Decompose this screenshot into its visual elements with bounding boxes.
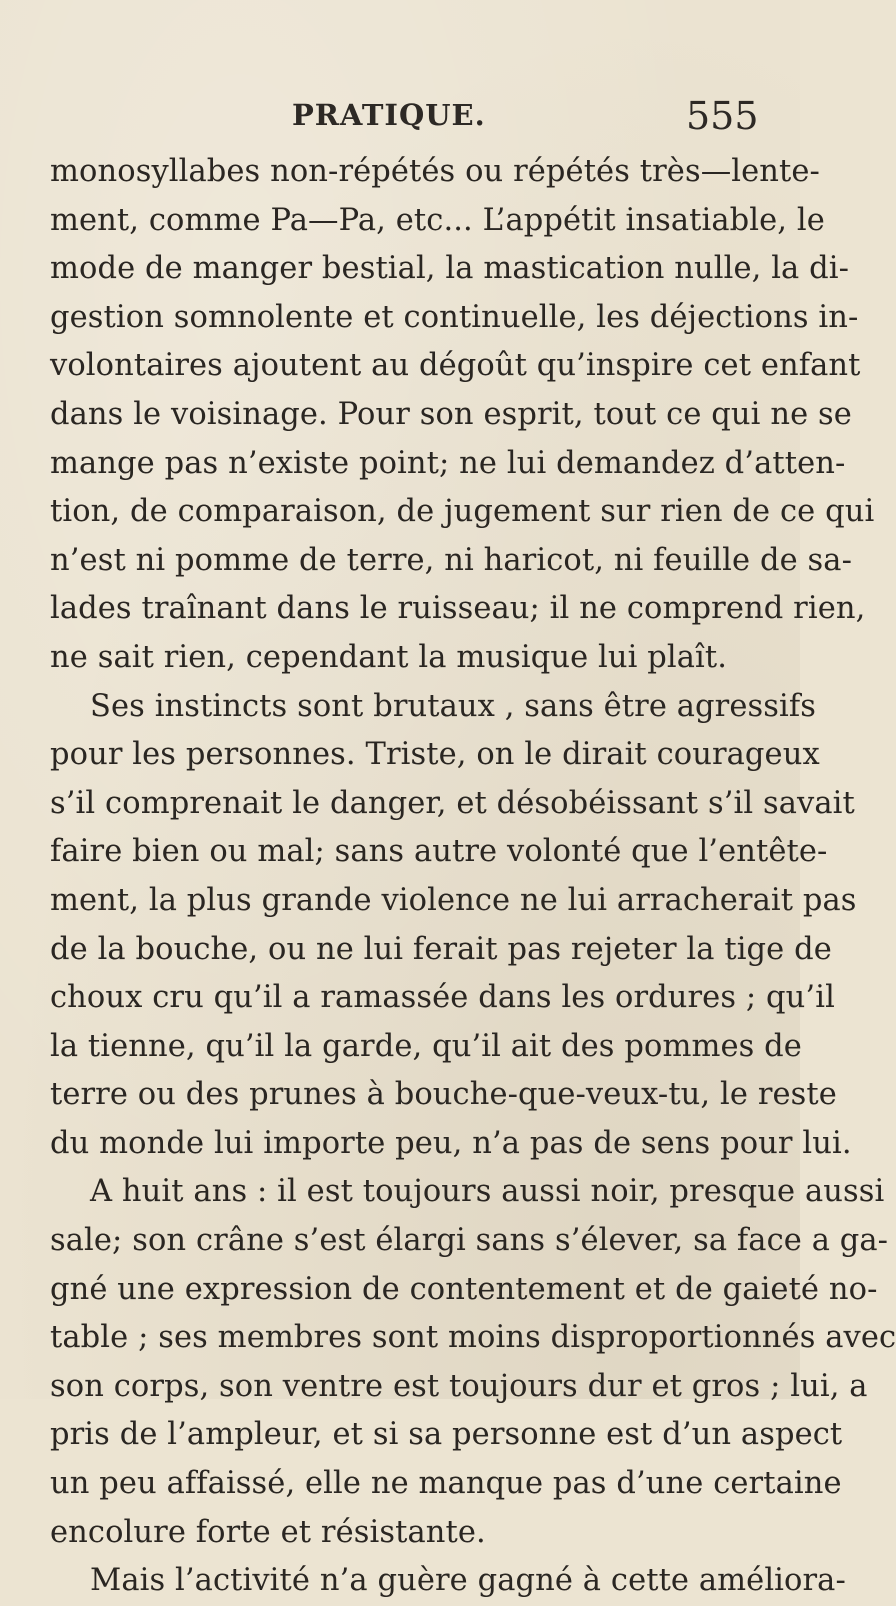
text-line: pour les personnes. Triste, on le dirait courageux [50, 737, 820, 773]
text-line: table ; ses membres sont moins disproportionnés avec [50, 1320, 896, 1356]
text-line: monosyllabes non-répétés ou répétés très—lente- [50, 154, 820, 189]
text-line: de la bouche, ou ne lui ferait pas rejeter la tige de [50, 931, 832, 967]
text-line: sale; son crâne s’est élargi sans s’élever, sa face a ga- [50, 1223, 889, 1259]
text-line: n’est ni pomme de terre, ni haricot, ni feuille de sa- [50, 542, 852, 578]
text-line: Ses instincts sont brutaux , sans être agressifs [90, 688, 817, 724]
text-line: dans le voisinage. Pour son esprit, tout ce qui ne se [50, 396, 852, 432]
text-line: volontaires ajoutent au dégoût qu’inspire cet enfant [50, 348, 861, 384]
running-head-title: PRATIQUE. [292, 98, 486, 132]
text-line: la tienne, qu’il la garde, qu’il ait des pommes de [50, 1028, 802, 1064]
text-line: mode de manger bestial, la mastication nulle, la di- [50, 251, 850, 287]
text-line: son corps, son ventre est toujours dur et gros ; lui, a [50, 1368, 868, 1404]
text-line: ment, la plus grande violence ne lui arracherait pas [50, 882, 857, 918]
text-line: un peu affaissé, elle ne manque pas d’une certaine [50, 1466, 842, 1502]
text-line: lades traînant dans le ruisseau; il ne comprend rien, [50, 591, 866, 627]
text-line: gestion somnolente et continuelle, les déjections in- [50, 299, 859, 335]
text-line: encolure forte et résistante. [50, 1514, 486, 1550]
text-line: s’il comprenait le danger, et désobéissant s’il savait [50, 785, 855, 821]
text-line: ne sait rien, cependant la musique lui plaît. [50, 639, 728, 675]
text-line: choux cru qu’il a ramassée dans les ordures ; qu’il [50, 980, 835, 1016]
text-line: terre ou des prunes à bouche-que-veux-tu, le reste [50, 1077, 837, 1113]
text-line: mange pas n’existe point; ne lui demandez d’atten- [50, 445, 846, 481]
text-line: du monde lui importe peu, n’a pas de sens pour lui. [50, 1125, 852, 1161]
text-line: Mais l’activité n’a guère gagné à cette améliora- [90, 1563, 846, 1599]
body-text [50, 148, 896, 1606]
text-line: tion, de comparaison, de jugement sur rien de ce qui [50, 494, 875, 530]
text-line: pris de l’ampleur, et si sa personne est d’un aspect [50, 1417, 843, 1453]
text-line: ment, comme Pa—Pa, etc... L’appétit insatiable, le [50, 202, 825, 238]
text-line: faire bien ou mal; sans autre volonté que l’entête- [50, 834, 828, 870]
running-head [0, 94, 800, 138]
text-line: A huit ans : il est toujours aussi noir, presque aussi [90, 1174, 885, 1210]
text-line: gné une expression de contentement et de gaieté no- [50, 1271, 878, 1307]
page-number: 555 [686, 94, 759, 138]
